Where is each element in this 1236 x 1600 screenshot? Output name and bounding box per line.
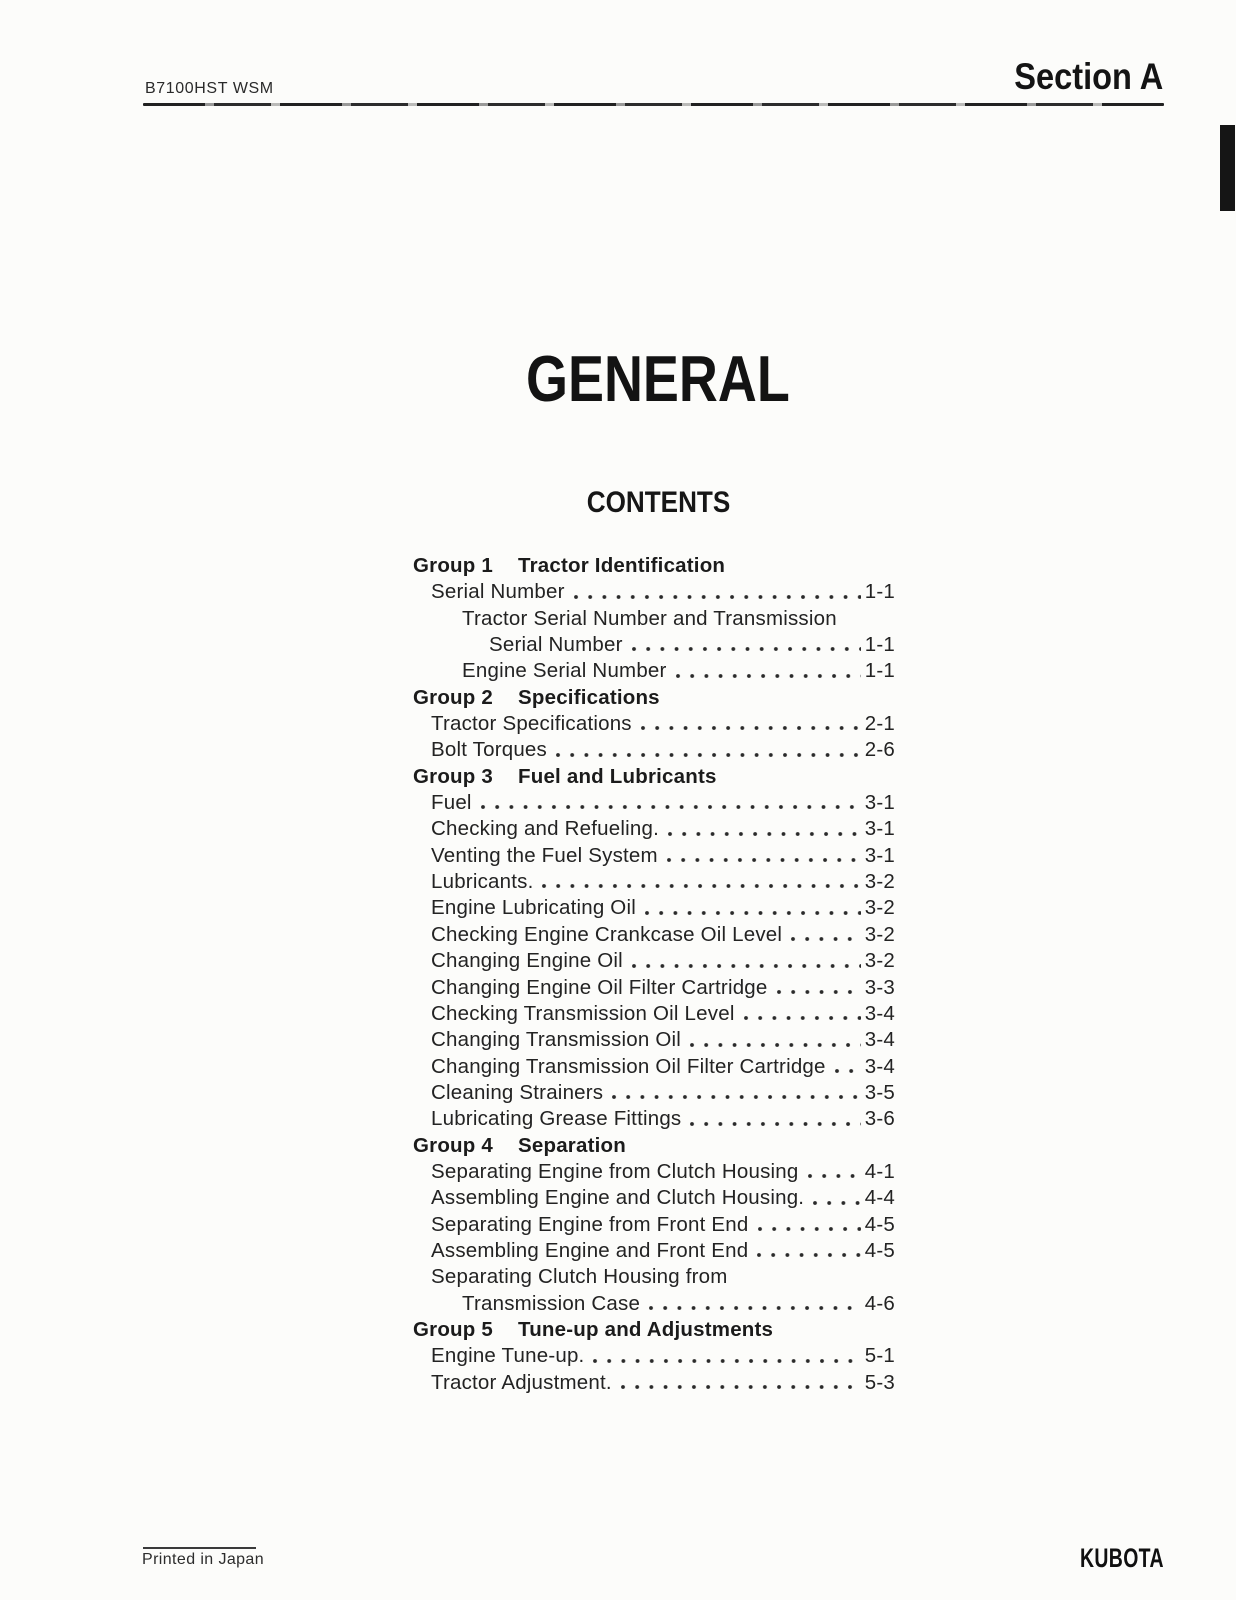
toc-row [413, 711, 895, 737]
toc-group-number: Group 1 [413, 554, 493, 577]
toc-entry-label: Separating Clutch Housing from [431, 1265, 728, 1289]
toc-page-number: 3-4 [864, 1001, 895, 1025]
toc-page-number: 3-2 [864, 870, 895, 894]
toc-page-number: 3-2 [864, 949, 895, 973]
toc-page-number: 3-5 [864, 1080, 895, 1104]
toc-row [413, 922, 895, 948]
toc-row [413, 975, 895, 1001]
toc-entry-label: Changing Engine Oil Filter Cartridge [431, 975, 768, 999]
toc-group-title: Tractor Identification [518, 554, 726, 577]
toc-entry-label: Checking Transmission Oil Level [431, 1001, 735, 1025]
toc-row [413, 1001, 895, 1027]
toc-entry-label: Venting the Fuel System [431, 843, 658, 867]
toc-leader-dots [688, 1027, 861, 1053]
toc-leader-dots [742, 1001, 861, 1027]
toc-row [413, 1054, 895, 1080]
toc-group-title: Separation [518, 1133, 626, 1157]
toc-row [413, 1291, 895, 1317]
toc-page-number: 3-2 [864, 896, 895, 920]
toc-leader-dots [775, 975, 861, 1001]
toc-leader-dots [643, 895, 861, 921]
contents-heading: CONTENTS [586, 486, 730, 519]
toc-row [413, 658, 895, 684]
toc-page-number: 4-4 [864, 1186, 895, 1210]
toc-row [413, 764, 895, 790]
toc-entry-label: Engine Lubricating Oil [431, 896, 636, 920]
toc-page-number: 1-1 [864, 659, 895, 683]
toc-entry-label: Lubricants. [431, 870, 534, 894]
toc-page-number: 1-1 [864, 633, 895, 657]
toc-leader-dots [755, 1238, 860, 1264]
toc-entry-label: Separating Engine from Front End [431, 1212, 749, 1236]
toc-leader-dots [666, 816, 861, 842]
toc-entry-label: Serial Number [431, 580, 565, 604]
toc-entry-label: Engine Tune-up. [431, 1344, 585, 1368]
toc-entry-label: Engine Serial Number [462, 659, 667, 683]
section-tab-marker [1220, 125, 1235, 211]
toc-leader-dots [479, 790, 861, 816]
toc-group-number: Group 3 [413, 764, 493, 788]
toc-page-number: 3-1 [864, 843, 895, 867]
toc-page-number: 3-1 [864, 791, 895, 815]
toc-entry-label: Changing Engine Oil [431, 949, 623, 973]
toc-row [413, 948, 895, 974]
toc-page-number: 4-5 [864, 1212, 895, 1236]
toc-page-number: 3-3 [864, 975, 895, 999]
toc-entry-label: Separating Engine from Clutch Housing [431, 1159, 799, 1183]
toc-row [413, 816, 895, 842]
toc-page-number: 4-6 [864, 1291, 895, 1315]
page-title-wrap [0, 341, 1236, 416]
toc-row [413, 1185, 895, 1211]
toc-entry-label: Changing Transmission Oil [431, 1028, 681, 1052]
toc-row [413, 1106, 895, 1132]
toc-entry-label: Fuel [431, 791, 472, 815]
toc-group-number: Group 5 [413, 1317, 493, 1341]
toc-page-number: 5-3 [864, 1370, 895, 1394]
toc-leader-dots [630, 632, 861, 658]
toc-entry-label: Transmission Case [462, 1291, 641, 1315]
page-title: GENERAL [525, 342, 790, 415]
toc-entry-label: Tractor Specifications [431, 712, 632, 736]
toc-leader-dots [688, 1106, 860, 1132]
toc-entry-label: Serial Number [489, 633, 623, 657]
toc-group-title: Fuel and Lubricants [518, 764, 717, 788]
toc-row [413, 1370, 895, 1396]
toc-row [413, 895, 895, 921]
toc-leader-dots [674, 658, 861, 684]
toc-row [413, 579, 895, 605]
toc-leader-dots [647, 1291, 861, 1317]
toc-leader-dots [619, 1370, 861, 1396]
toc-page-number: 4-1 [864, 1159, 895, 1183]
toc-group-number: Group 4 [413, 1133, 493, 1157]
toc-group-number: Group 2 [413, 685, 493, 709]
toc-group-title: Specifications [518, 685, 660, 709]
toc-entry-label: Assembling Engine and Clutch Housing. [431, 1186, 805, 1210]
toc-row [413, 1080, 895, 1106]
toc-page-number: 1-1 [864, 580, 895, 604]
toc-page-number: 3-2 [864, 922, 895, 946]
printed-in-japan-label: Printed in Japan [142, 1551, 265, 1568]
toc-row [413, 1159, 895, 1185]
toc-row [413, 843, 895, 869]
toc-entry-label: Bolt Torques [431, 738, 547, 762]
toc-row [413, 553, 895, 579]
toc-row [413, 790, 895, 816]
toc-page-number: 2-1 [864, 712, 895, 736]
toc-leader-dots [554, 737, 861, 763]
toc-leader-dots [806, 1159, 861, 1185]
toc-row [413, 869, 895, 895]
toc-row [413, 1264, 895, 1290]
toc-page-number: 3-4 [864, 1028, 895, 1052]
contents-heading-wrap [0, 486, 1236, 520]
toc-row [413, 737, 895, 763]
toc-leader-dots [540, 869, 860, 895]
header-section-wrap [994, 56, 1163, 98]
toc-entry-label: Lubricating Grease Fittings [431, 1107, 682, 1131]
toc-row [413, 606, 895, 632]
toc-entry-label: Checking Engine Crankcase Oil Level [431, 922, 783, 946]
footer-divider [143, 1547, 256, 1549]
header-doc-code: B7100HST WSM [145, 80, 274, 97]
toc-leader-dots [610, 1080, 861, 1106]
toc-entry-label: Tractor Serial Number and Transmission [462, 606, 837, 630]
toc-leader-dots [756, 1212, 861, 1238]
toc-page-number: 4-5 [864, 1238, 895, 1262]
toc-group-title: Tune-up and Adjustments [518, 1317, 774, 1341]
toc-leader-dots [789, 922, 861, 948]
toc-page-number: 3-4 [864, 1054, 895, 1078]
toc-entry-label: Cleaning Strainers [431, 1080, 604, 1104]
toc-entry-label: Checking and Refueling. [431, 817, 659, 841]
toc-row [413, 632, 895, 658]
toc-leader-dots [630, 948, 861, 974]
toc-entry-label: Assembling Engine and Front End [431, 1238, 749, 1262]
section-label: Section A [1014, 56, 1163, 97]
toc-leader-dots [833, 1054, 861, 1080]
toc-page-number: 5-1 [864, 1344, 895, 1368]
toc-leader-dots [572, 579, 861, 605]
toc-page-number: 3-1 [864, 817, 895, 841]
toc-entry-label: Tractor Adjustment. [431, 1370, 612, 1394]
toc-row [413, 1212, 895, 1238]
toc-leader-dots [639, 711, 861, 737]
toc-row [413, 1317, 895, 1343]
toc-page-number: 2-6 [864, 738, 895, 762]
toc-row [413, 1133, 895, 1159]
brand-logo-wrap [1080, 1543, 1196, 1574]
toc-row [413, 1238, 895, 1264]
toc-leader-dots [591, 1343, 860, 1369]
toc-entry-label: Changing Transmission Oil Filter Cartridge [431, 1054, 826, 1078]
toc-row [413, 1343, 895, 1369]
table-of-contents [413, 553, 895, 1396]
header-divider [143, 103, 1164, 106]
toc-row [413, 1027, 895, 1053]
toc-row [413, 685, 895, 711]
toc-page-number: 3-6 [864, 1107, 895, 1131]
kubota-logo: KUBOTA [1080, 1543, 1164, 1573]
toc-leader-dots [811, 1185, 861, 1211]
toc-leader-dots [665, 843, 861, 869]
